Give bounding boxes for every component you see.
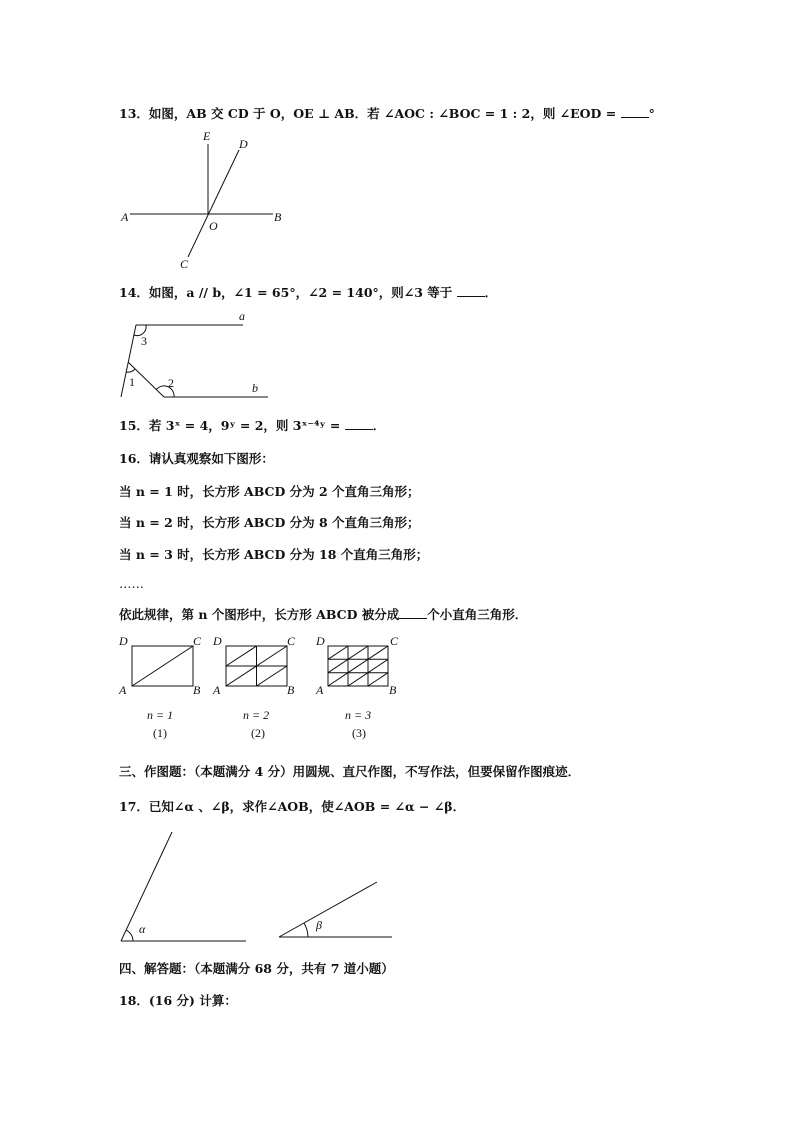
q16-line3: 当 n = 3 时，长方形 ABCD 分为 18 个直角三角形； bbox=[119, 547, 429, 562]
fig2-index: (2) bbox=[251, 726, 265, 740]
svg-text:C: C bbox=[390, 634, 399, 648]
svg-text:B: B bbox=[193, 683, 201, 697]
label-O: O bbox=[209, 219, 218, 233]
svg-text:A: A bbox=[316, 683, 324, 697]
fig1-n: n = 1 bbox=[147, 708, 174, 722]
svg-text:C: C bbox=[193, 634, 202, 648]
angle1-arc bbox=[126, 369, 135, 372]
q16-line1: 当 n = 1 时，长方形 ABCD 分为 2 个直角三角形； bbox=[119, 484, 420, 499]
section-3-heading: 三、作图题：（本题满分 4 分）用圆规、直尺作图，不写作法，但要保留作图痕迹． bbox=[119, 764, 581, 779]
fig3-index: (3) bbox=[352, 726, 366, 740]
label-1: 1 bbox=[129, 375, 135, 389]
q16-figure-2 bbox=[212, 634, 296, 740]
q18-text: 18．(16 分) 计算： bbox=[119, 993, 237, 1008]
q16-intro: 16．请认真观察如下图形： bbox=[119, 451, 274, 466]
label-beta: β bbox=[316, 918, 322, 932]
label-a: a bbox=[239, 309, 245, 323]
label-3: 3 bbox=[141, 334, 147, 348]
q13-text: 13．如图，AB 交 CD 于 O，OE ⊥ AB．若 ∠AOC : ∠BOC = 1 : 2，则 ∠EOD = ° bbox=[119, 106, 655, 121]
q17-angle-beta bbox=[279, 882, 392, 937]
fig1-index: (1) bbox=[153, 726, 167, 740]
fig2-n: n = 2 bbox=[243, 708, 270, 722]
q16-figure-3 bbox=[315, 634, 399, 740]
q16-line2: 当 n = 2 时，长方形 ABCD 分为 8 个直角三角形； bbox=[119, 515, 420, 530]
label-B: B bbox=[274, 210, 282, 224]
answer-blank bbox=[399, 606, 427, 619]
q13-figure bbox=[120, 129, 282, 271]
q16-rule: 依此规律，第 n 个图形中，长方形 ABCD 被分成 个小直角三角形． bbox=[119, 607, 528, 622]
q16-figure-1 bbox=[118, 634, 202, 740]
q17-text: 17．已知∠α 、∠β，求作∠AOB，使∠AOB = ∠α − ∠β． bbox=[119, 799, 466, 814]
q14-text: 14．如图，a // b，∠1 = 65°，∠2 = 140°，则∠3 等于 ． bbox=[119, 285, 498, 300]
svg-text:D: D bbox=[316, 634, 325, 648]
svg-text:B: B bbox=[389, 683, 397, 697]
label-C: C bbox=[180, 257, 189, 271]
svg-text:B: B bbox=[287, 683, 295, 697]
svg-text:D: D bbox=[119, 634, 128, 648]
answer-blank bbox=[457, 284, 485, 297]
fig3-n: n = 3 bbox=[345, 708, 372, 722]
label-D: D bbox=[239, 137, 248, 151]
svg-text:A: A bbox=[213, 683, 221, 697]
section-4-heading: 四、解答题：（本题满分 68 分，共有 7 道小题） bbox=[119, 961, 394, 976]
label-E: E bbox=[203, 129, 211, 143]
label-alpha: α bbox=[139, 922, 146, 936]
line-CD bbox=[188, 150, 239, 257]
label-2: 2 bbox=[168, 376, 174, 390]
answer-blank bbox=[345, 417, 373, 430]
q15-text: 15．若 3ˣ = 4，9ʸ = 2，则 3ˣ⁻⁴ʸ = ． bbox=[119, 418, 386, 433]
svg-text:A: A bbox=[119, 683, 127, 697]
label-A: A bbox=[121, 210, 129, 224]
q14-figure bbox=[121, 309, 268, 397]
q17-angle-alpha bbox=[121, 832, 246, 941]
svg-text:C: C bbox=[287, 634, 296, 648]
label-b: b bbox=[252, 381, 258, 395]
svg-text:D: D bbox=[213, 634, 222, 648]
q16-ellipsis: …… bbox=[119, 576, 144, 591]
